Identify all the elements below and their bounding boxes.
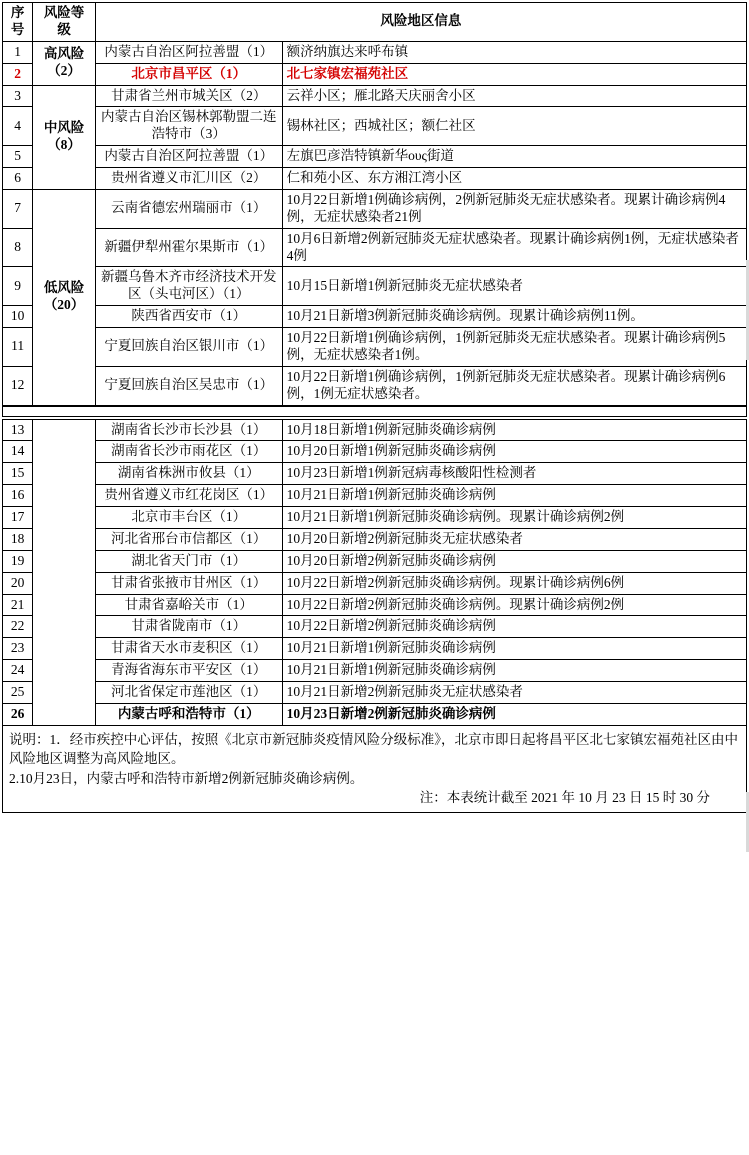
table-row: [3, 660, 747, 682]
row-info: 10月21日新增2例新冠肺炎无症状感染者: [282, 682, 746, 704]
table-row: [3, 189, 747, 228]
row-area: 贵州省遵义市汇川区（2）: [95, 168, 282, 190]
level-name: 低风险: [43, 280, 85, 296]
row-area: 河北省邢台市信都区（1）: [95, 528, 282, 550]
row-info: 左旗巴彦浩特镇新华ους街道: [282, 146, 746, 168]
row-info: 10月22日新增2例新冠肺炎确诊病例。现累计确诊病例2例: [282, 594, 746, 616]
table-body-top: [3, 41, 747, 405]
table-row: [3, 441, 747, 463]
row-area: 湖北省天门市（1）: [95, 550, 282, 572]
table-row: [3, 85, 747, 107]
row-index: 7: [3, 189, 33, 228]
table-row: [3, 63, 747, 85]
table-row: [3, 616, 747, 638]
row-info: 10月22日新增1例确诊病例，1例新冠肺炎无症状感染者。现累计确诊病例5例，无症状感染者1例。: [282, 328, 746, 367]
level-count: （8）: [47, 137, 81, 153]
table-row: [3, 528, 747, 550]
row-area: 新疆伊犁州霍尔果斯市（1）: [95, 228, 282, 267]
row-area: 青海省海东市平安区（1）: [95, 660, 282, 682]
level-name: 高风险: [43, 46, 85, 62]
row-area: 湖南省长沙市雨花区（1）: [95, 441, 282, 463]
row-info: 10月18日新增1例新冠肺炎确诊病例: [282, 419, 746, 441]
row-info: 额济纳旗达来呼布镇: [282, 41, 746, 63]
row-info: 10月6日新增2例新冠肺炎无症状感染者。现累计确诊病例1例，无症状感染者4例: [282, 228, 746, 267]
table-row: [3, 146, 747, 168]
table-row: [3, 485, 747, 507]
row-area: 甘肃省嘉峪关市（1）: [95, 594, 282, 616]
level-cell-low-cont: [33, 419, 96, 725]
row-index: 6: [3, 168, 33, 190]
header-row: [3, 3, 747, 42]
row-info: 10月21日新增3例新冠肺炎确诊病例。现累计确诊病例11例。: [282, 306, 746, 328]
row-info: 10月22日新增2例新冠肺炎确诊病例: [282, 616, 746, 638]
row-info: 10月20日新增1例新冠肺炎确诊病例: [282, 441, 746, 463]
row-area: 湖南省株洲市攸县（1）: [95, 463, 282, 485]
note-line-3: 注：本表统计截至 2021 年 10 月 23 日 15 时 30 分: [419, 790, 710, 806]
table-row: [3, 366, 747, 405]
table-row: [3, 638, 747, 660]
row-area: 甘肃省陇南市（1）: [95, 616, 282, 638]
row-area: 甘肃省天水市麦积区（1）: [95, 638, 282, 660]
level-count: （2）: [47, 63, 81, 79]
row-index: 23: [3, 638, 33, 660]
row-info: 10月20日新增2例新冠肺炎无症状感染者: [282, 528, 746, 550]
row-index: 12: [3, 366, 33, 405]
row-index: 5: [3, 146, 33, 168]
row-area: 河北省保定市莲池区（1）: [95, 682, 282, 704]
table-row: [3, 41, 747, 63]
row-area: 甘肃省兰州市城关区（2）: [95, 85, 282, 107]
notes-block: [2, 726, 747, 813]
row-index: 2: [3, 63, 33, 85]
row-area: 云南省德宏州瑞丽市（1）: [95, 189, 282, 228]
header-info: 风险地区信息: [95, 3, 746, 42]
row-info: 锡林社区；西城社区；额仁社区: [282, 107, 746, 146]
row-index: 14: [3, 441, 33, 463]
header-level: 风险等级: [33, 3, 96, 42]
table-page-break: [2, 406, 747, 417]
row-index: 20: [3, 572, 33, 594]
row-area: 内蒙古呼和浩特市（1）: [95, 703, 282, 725]
row-info: 10月21日新增1例新冠肺炎确诊病例: [282, 660, 746, 682]
row-index: 3: [3, 85, 33, 107]
risk-table-bottom: [2, 419, 747, 726]
row-area: 甘肃省张掖市甘州区（1）: [95, 572, 282, 594]
row-info: 10月15日新增1例新冠肺炎无症状感染者: [282, 267, 746, 306]
row-area: 宁夏回族自治区银川市（1）: [95, 328, 282, 367]
row-area: 湖南省长沙市长沙县（1）: [95, 419, 282, 441]
row-index: 9: [3, 267, 33, 306]
row-index: 18: [3, 528, 33, 550]
table-row: [3, 306, 747, 328]
note-line-1: 说明：1．经市疾控中心评估，按照《北京市新冠肺炎疫情风险分级标准》，北京市即日起将昌平区北七家镇宏福苑社区由中风险地区调整为高风险地区。: [9, 731, 738, 767]
row-area: 宁夏回族自治区吴忠市（1）: [95, 366, 282, 405]
row-info: 10月21日新增1例新冠肺炎确诊病例: [282, 485, 746, 507]
row-index: 11: [3, 328, 33, 367]
row-info: 10月23日新增1例新冠病毒核酸阳性检测者: [282, 463, 746, 485]
level-count: （20）: [43, 297, 85, 313]
row-info: 10月23日新增2例新冠肺炎确诊病例: [282, 703, 746, 725]
row-area: 内蒙古自治区阿拉善盟（1）: [95, 146, 282, 168]
table-row: [3, 550, 747, 572]
row-index: 25: [3, 682, 33, 704]
table-row: [3, 168, 747, 190]
table-row: [3, 572, 747, 594]
table-body-bottom: [3, 419, 747, 725]
note-line-2: 2.10月23日，内蒙古呼和浩特市新增2例新冠肺炎确诊病例。: [9, 770, 364, 786]
row-area: 北京市昌平区（1）: [95, 63, 282, 85]
row-info: 10月21日新增1例新冠肺炎确诊病例。现累计确诊病例2例: [282, 507, 746, 529]
table-row: [3, 419, 747, 441]
row-area: 陕西省西安市（1）: [95, 306, 282, 328]
row-info: 北七家镇宏福苑社区: [282, 63, 746, 85]
risk-table-top: [2, 2, 747, 406]
row-info: 10月22日新增1例确诊病例，1例新冠肺炎无症状感染者。现累计确诊病例6例，1例无症状感染者。: [282, 366, 746, 405]
row-index: 10: [3, 306, 33, 328]
row-info: 10月20日新增2例新冠肺炎确诊病例: [282, 550, 746, 572]
row-index: 17: [3, 507, 33, 529]
level-name: 中风险: [43, 120, 85, 136]
risk-area-document: [0, 2, 749, 813]
level-cell-medium: [33, 85, 96, 189]
table-row: [3, 267, 747, 306]
row-index: 4: [3, 107, 33, 146]
table-row: [3, 228, 747, 267]
row-area: 新疆乌鲁木齐市经济技术开发区（头屯河区）（1）: [95, 267, 282, 306]
table-row: [3, 328, 747, 367]
table-row: [3, 463, 747, 485]
table-row: [3, 682, 747, 704]
row-index: 16: [3, 485, 33, 507]
row-index: 15: [3, 463, 33, 485]
level-cell-high: [33, 41, 96, 85]
row-area: 北京市丰台区（1）: [95, 507, 282, 529]
row-index: 13: [3, 419, 33, 441]
row-index: 19: [3, 550, 33, 572]
table-row: [3, 594, 747, 616]
row-info: 仁和苑小区、东方湘江湾小区: [282, 168, 746, 190]
row-info: 10月22日新增1例确诊病例，2例新冠肺炎无症状感染者。现累计确诊病例4例，无症状感染者21例: [282, 189, 746, 228]
header-index: 序号: [3, 3, 33, 42]
level-cell-low: [33, 189, 96, 405]
row-index: 24: [3, 660, 33, 682]
table-row: [3, 107, 747, 146]
row-area: 内蒙古自治区阿拉善盟（1）: [95, 41, 282, 63]
table-header: [3, 3, 747, 42]
row-index: 26: [3, 703, 33, 725]
row-info: 10月21日新增1例新冠肺炎确诊病例: [282, 638, 746, 660]
row-index: 22: [3, 616, 33, 638]
row-index: 8: [3, 228, 33, 267]
row-info: 10月22日新增2例新冠肺炎确诊病例。现累计确诊病例6例: [282, 572, 746, 594]
row-index: 1: [3, 41, 33, 63]
table-row: [3, 703, 747, 725]
row-index: 21: [3, 594, 33, 616]
row-info: 云祥小区；雁北路天庆丽舍小区: [282, 85, 746, 107]
row-area: 贵州省遵义市红花岗区（1）: [95, 485, 282, 507]
table-row: [3, 507, 747, 529]
row-area: 内蒙古自治区锡林郭勒盟二连浩特市（3）: [95, 107, 282, 146]
